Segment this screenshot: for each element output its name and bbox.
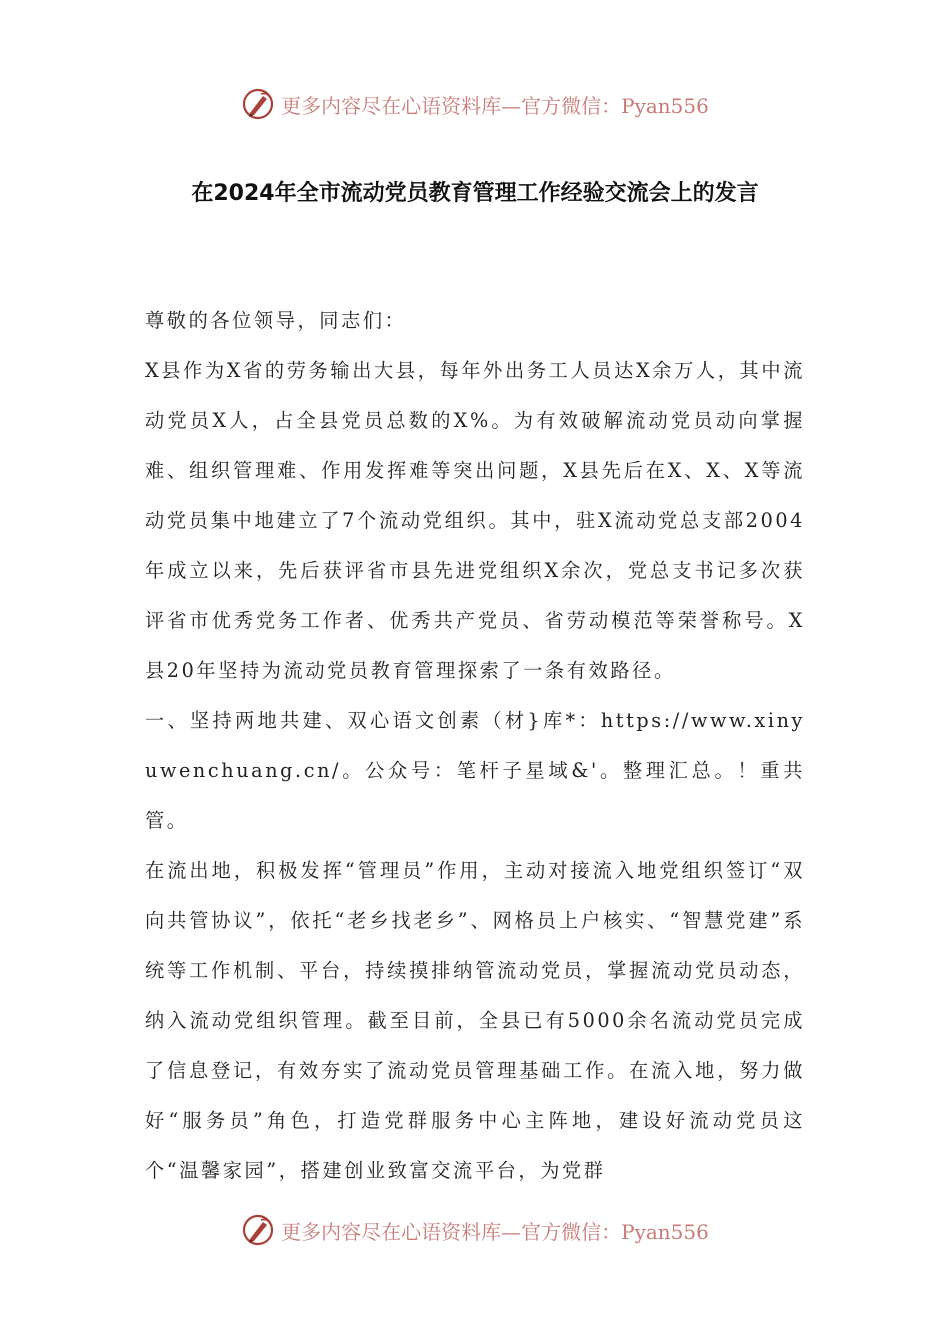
document-title: 在2024年全市流动党员教育管理工作经验交流会上的发言 (191, 181, 759, 206)
pen-circle-logo-icon (241, 87, 275, 121)
footer-watermark-text: 更多内容尽在心语资料库—官方微信：Pyan556 (281, 1219, 709, 1244)
header-watermark-text: 更多内容尽在心语资料库—官方微信：Pyan556 (281, 93, 709, 118)
footer-watermark-banner (0, 1210, 950, 1250)
document-body (145, 296, 805, 1196)
body-paragraph-1: X县作为X省的劳务输出大县，每年外出务工人员达X余万人，其中流动党员X人，占全县党员总数的X%。为有效破解流动党员动向掌握难、组织管理难、作用发挥难等突出问题，X县先后在X、X、X等流动党员集中地建立了7个流动党组织。其中，驻X流动党总支部2004年成立以来，先后获评省市县先进党组织X余次，党总支书记多次获评省市优秀党务工作者、优秀共产党员、省劳动模范等荣誉称号。X县20年坚持为流动党员教育管理探索了一条有效路径。 (145, 359, 805, 682)
pen-circle-logo-icon (241, 1213, 275, 1247)
section-heading-1: 一、坚持两地共建、双心语文创素（材}库*：https://www.xinyuwenchuang.cn/。公众号：笔杆子星域&'。整理汇总。！重共管。 (145, 709, 805, 832)
salutation: 尊敬的各位领导，同志们： (145, 309, 407, 332)
body-paragraph-2: 在流出地，积极发挥“管理员”作用，主动对接流入地党组织签订“双向共管协议”，依托“老乡找老乡”、网格员上户核实、“智慧党建”系统等工作机制、平台，持续摸排纳管流动党员，掌握流动党员动态，纳入流动党组织管理。截至目前，全县已有5000余名流动党员完成了信息登记，有效夯实了流动党员管理基础工作。在流入地，努力做好“服务员”角色，打造党群服务中心主阵地，建设好流动党员这个“温馨家园”，搭建创业致富交流平台，为党群 (145, 859, 805, 1182)
header-watermark-banner (0, 84, 950, 124)
